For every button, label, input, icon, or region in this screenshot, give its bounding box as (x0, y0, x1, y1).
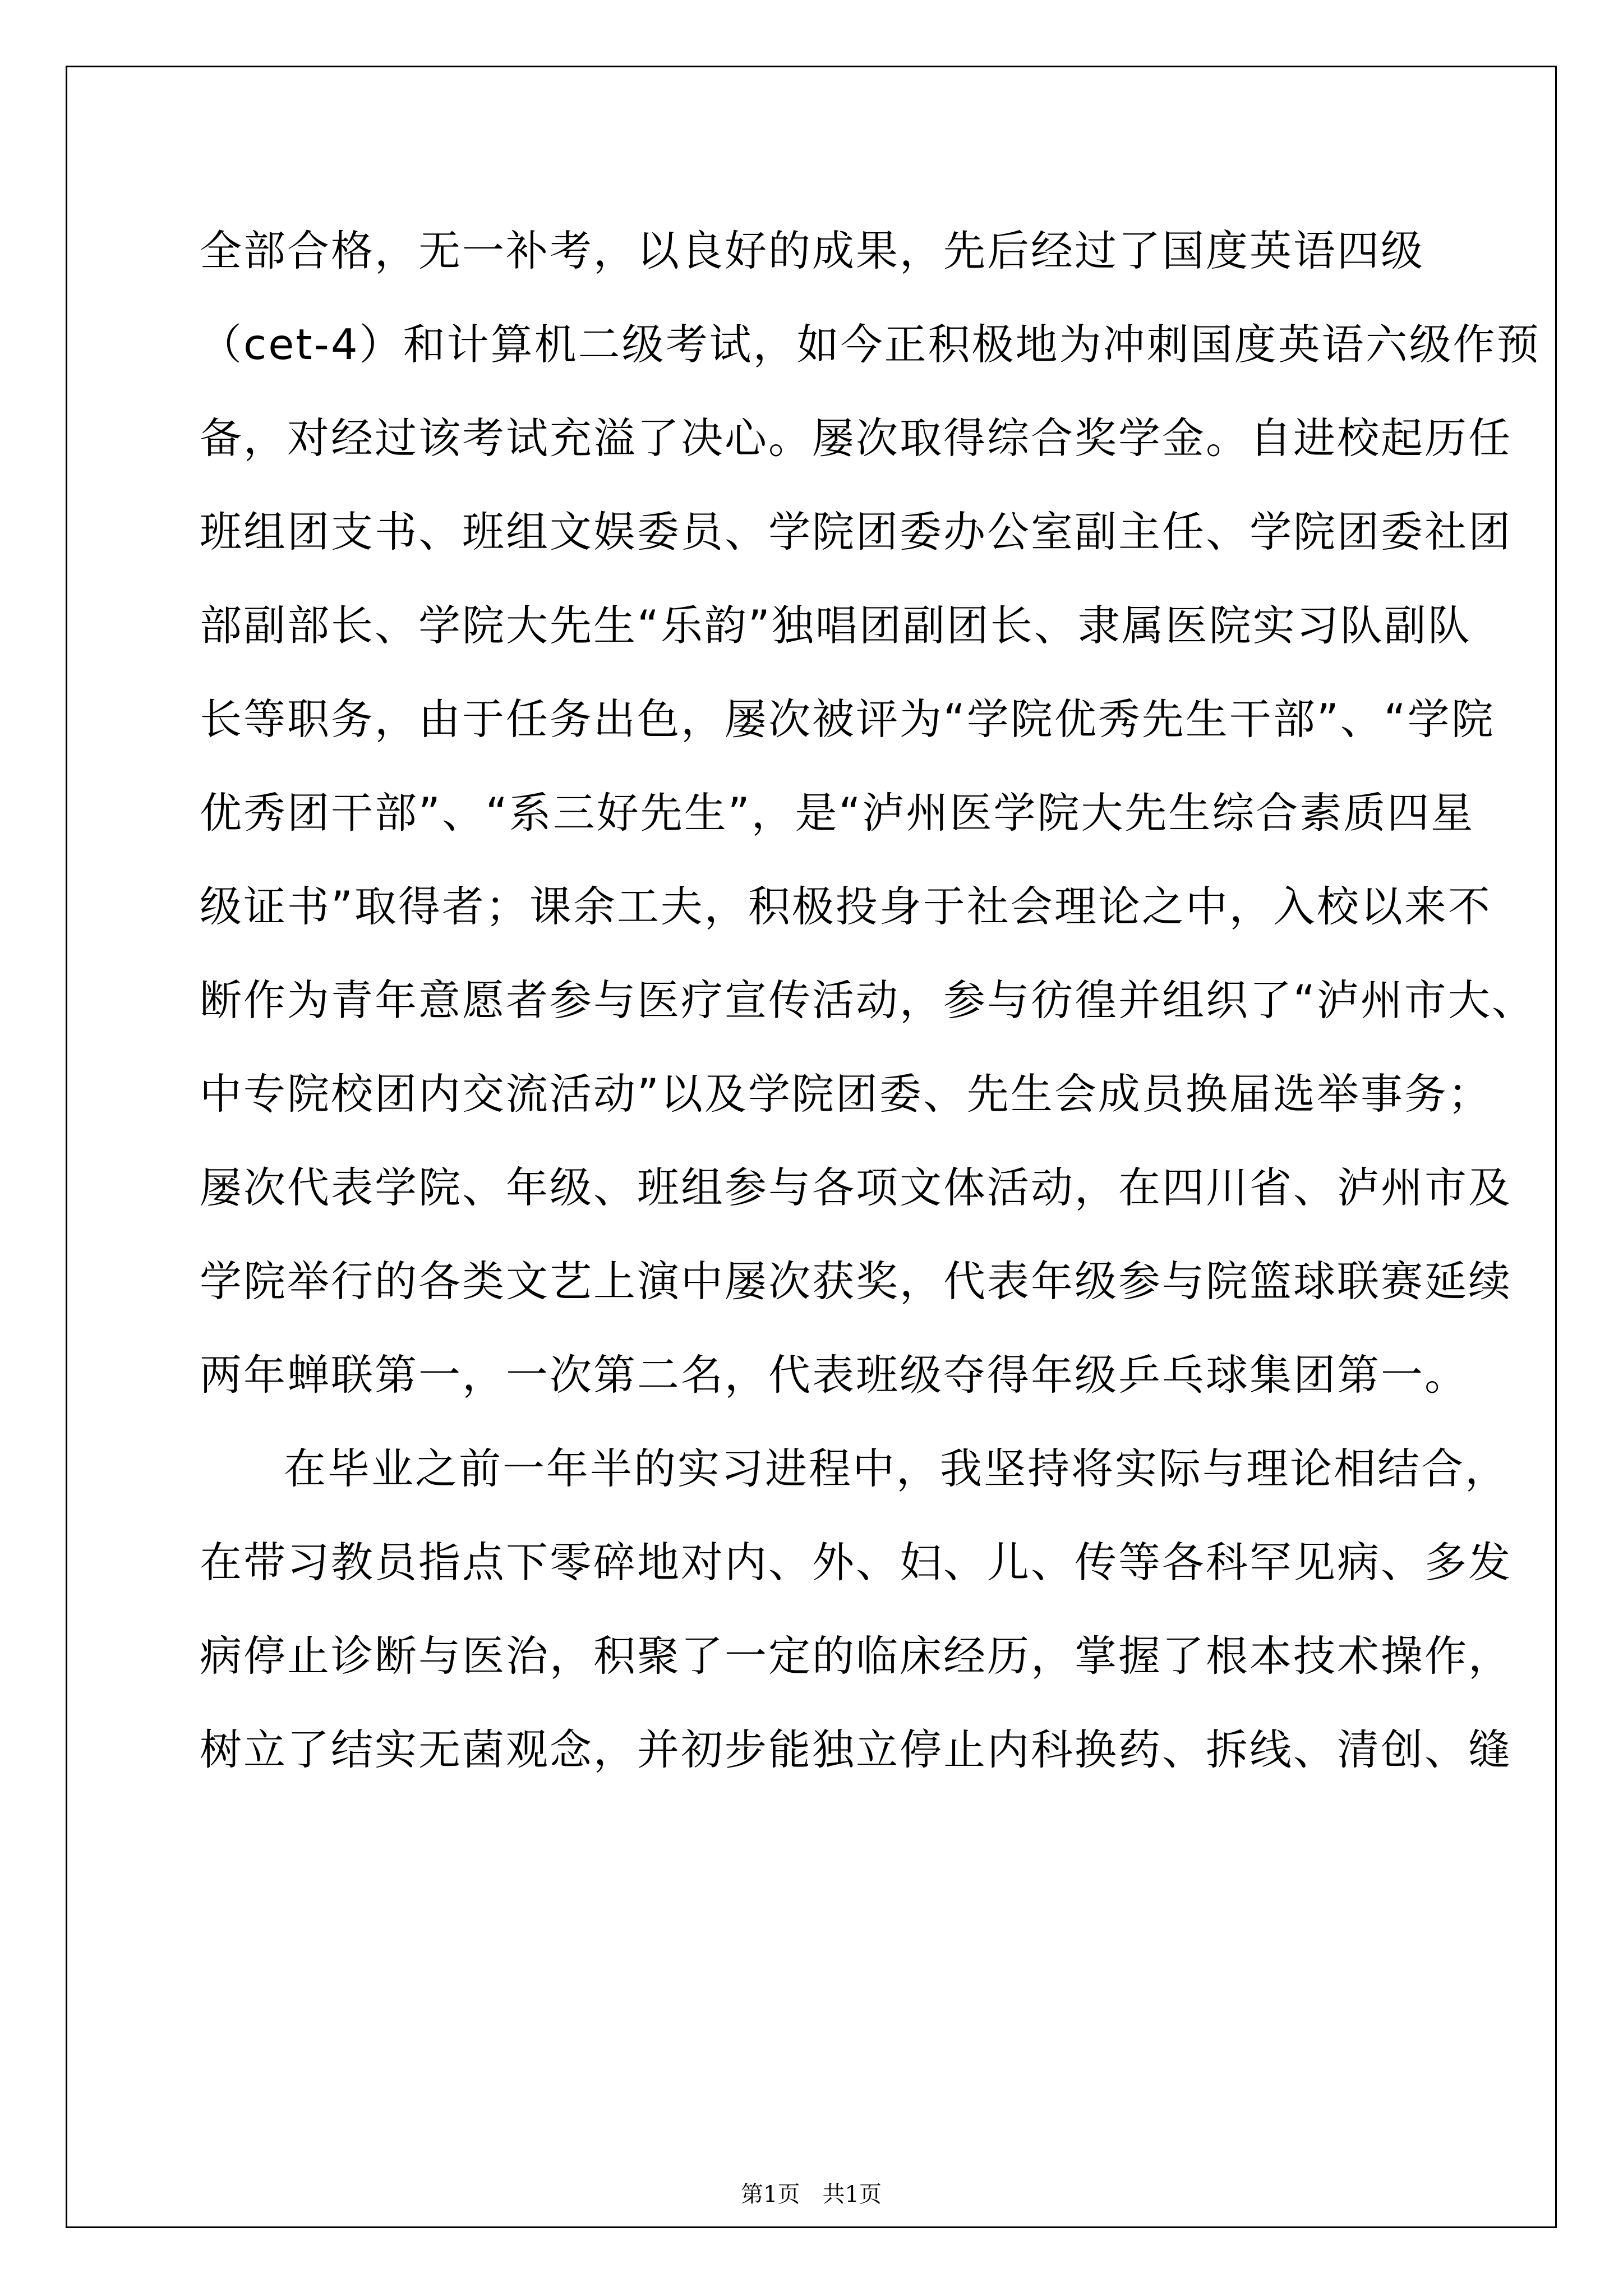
text-line-6: 长等职务，由于任务出色，屡次被评为“学院优秀先生干部”、“学院 (200, 694, 1495, 744)
text-line-16: 病停止诊断与医治，积聚了一定的临床经历，掌握了根本技术操作， (200, 1631, 1513, 1681)
text-line-9: 断作为青年意愿者参与医疗宣传活动，参与彷徨并组织了“泸州市大、 (200, 976, 1536, 1025)
text-line-2: （cet-4）和计算机二级考试，如今正积极地为冲刺国度英语六级作预 (200, 320, 1541, 369)
text-line-12: 学院举行的各类文艺上演中屡次获奖，代表年级参与院篮球联赛延续 (200, 1257, 1513, 1306)
text-line-1: 全部合格，无一补考，以良好的成果，先后经过了国度英语四级 (200, 226, 1425, 275)
text-line-17: 树立了结实无菌观念，并初步能独立停止内科换药、拆线、清创、缝 (200, 1725, 1513, 1774)
text-line-15: 在带习教员指点下零碎地对内、外、妇、儿、传等各科罕见病、多发 (200, 1538, 1513, 1587)
text-line-3: 备，对经过该考试充溢了决心。屡次取得综合奖学金。自进校起历任 (200, 413, 1513, 463)
text-line-11: 屡次代表学院、年级、班组参与各项文体活动，在四川省、泸州市及 (200, 1163, 1513, 1212)
page-footer: 第1页 共1页 (741, 2182, 882, 2207)
text-line-10: 中专院校团内交流活动”以及学院团委、先生会成员换届选举事务； (200, 1069, 1492, 1119)
text-line-4: 班组团支书、班组文娱委员、学院团委办公室副主任、学院团委社团 (200, 507, 1513, 556)
text-line-13: 两年蝉联第一，一次第二名，代表班级夺得年级乒乓球集团第一。 (200, 1350, 1469, 1400)
text-line-14: 在毕业之前一年半的实习进程中，我坚持将实际与理论相结合， (284, 1444, 1509, 1493)
page-frame (66, 66, 1557, 2228)
document-body (67, 67, 1555, 2226)
text-line-7: 优秀团干部”、“系三好先生”，是“泸州医学院大先生综合素质四星 (200, 788, 1475, 838)
text-line-8: 级证书”取得者；课余工夫，积极投身于社会理论之中，入校以来不 (200, 882, 1492, 931)
text-line-5: 部副部长、学院大先生“乐韵”独唱团副团长、隶属医院实习队副队 (200, 601, 1472, 650)
